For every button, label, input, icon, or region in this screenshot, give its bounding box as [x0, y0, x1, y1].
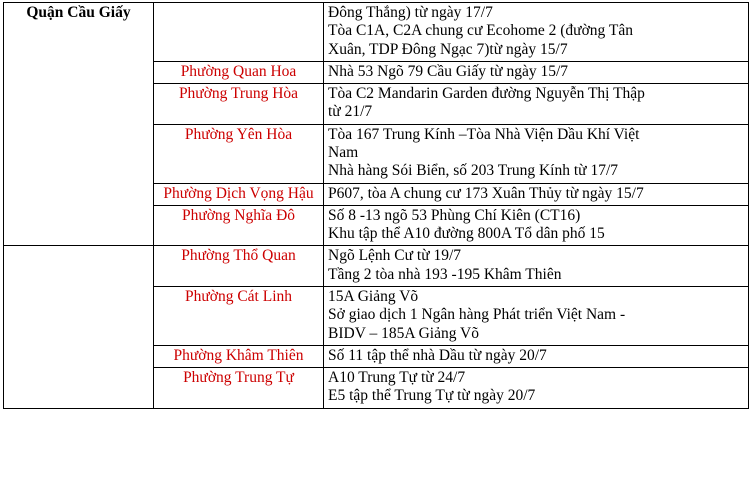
- location-line: từ 21/7: [328, 103, 373, 121]
- ward-cell: [154, 61, 324, 83]
- ward-label: Phường Yên Hòa: [184, 125, 293, 143]
- document-page: [0, 2, 753, 492]
- district-cell: [4, 3, 154, 246]
- locations-cell: [324, 345, 749, 367]
- ward-label: Phường Khâm Thiên: [173, 346, 304, 364]
- location-line: Ngõ Lệnh Cư từ 19/7: [328, 247, 462, 265]
- ward-cell: [154, 246, 324, 287]
- location-line: Nam: [328, 143, 359, 161]
- ward-cell: [154, 368, 324, 409]
- location-line: Xuân, TDP Đông Ngạc 7)từ ngày 15/7: [328, 40, 568, 58]
- ward-cell: [154, 124, 324, 183]
- locations-cell: [324, 368, 749, 409]
- location-line: Sở giao dịch 1 Ngân hàng Phát triển Việt Nam -: [328, 306, 626, 324]
- location-line: Số 11 tập thể nhà Dầu từ ngày 20/7: [328, 346, 547, 364]
- locations-cell: [324, 124, 749, 183]
- location-line: Số 8 -13 ngõ 53 Phùng Chí Kiên (CT16): [328, 206, 581, 224]
- location-line: Khu tập thể A10 đường 800A Tổ dân phố 15: [328, 225, 605, 243]
- ward-cell: [154, 286, 324, 345]
- location-line: Tòa 167 Trung Kính –Tòa Nhà Viện Dầu Khí Việt: [328, 125, 640, 143]
- locations-table: [3, 2, 749, 409]
- ward-label: Phường Trung Hòa: [178, 85, 299, 103]
- ward-cell: [154, 84, 324, 125]
- locations-cell: [324, 3, 749, 62]
- ward-label: Phường Trung Tự: [183, 369, 294, 387]
- ward-label: Phường Nghĩa Đô: [181, 206, 296, 224]
- locations-cell: [324, 61, 749, 83]
- ward-label: Phường Quan Hoa: [180, 62, 297, 80]
- ward-cell: [154, 345, 324, 367]
- locations-cell: [324, 183, 749, 205]
- locations-cell: [324, 205, 749, 246]
- location-line: Tầng 2 tòa nhà 193 -195 Khâm Thiên: [328, 265, 562, 283]
- location-line: Đông Thắng) từ ngày 17/7: [328, 4, 493, 21]
- location-line: Nhà hàng Sói Biển, số 203 Trung Kính từ 17/7: [328, 162, 619, 180]
- locations-cell: [324, 84, 749, 125]
- ward-label: Phường Thổ Quan: [181, 247, 296, 265]
- locations-cell: [324, 246, 749, 287]
- district-label: Quận Cầu Giấy: [26, 4, 131, 21]
- location-line: Tòa C1A, C2A chung cư Ecohome 2 (đường Tân: [328, 22, 633, 40]
- location-line: Tòa C2 Mandarin Garden đường Nguyễn Thị Thập: [328, 85, 645, 103]
- ward-label: Phường Cát Linh: [184, 287, 293, 305]
- table-row: [4, 3, 749, 62]
- ward-label: Phường Dịch Vọng Hậu: [163, 184, 314, 202]
- table-row: [4, 246, 749, 287]
- locations-cell: [324, 286, 749, 345]
- location-line: A10 Trung Tự từ 24/7: [328, 369, 466, 387]
- location-line: 15A Giảng Võ: [328, 287, 419, 305]
- ward-cell: [154, 183, 324, 205]
- ward-cell: [154, 3, 324, 62]
- ward-cell: [154, 205, 324, 246]
- district-cell: [4, 246, 154, 408]
- location-line: E5 tập thể Trung Tự từ ngày 20/7: [328, 387, 536, 405]
- location-line: Nhà 53 Ngõ 79 Cầu Giấy từ ngày 15/7: [328, 62, 569, 80]
- location-line: P607, tòa A chung cư 173 Xuân Thủy từ ngày 15/7: [328, 184, 644, 202]
- location-line: BIDV – 185A Giảng Võ: [328, 324, 479, 342]
